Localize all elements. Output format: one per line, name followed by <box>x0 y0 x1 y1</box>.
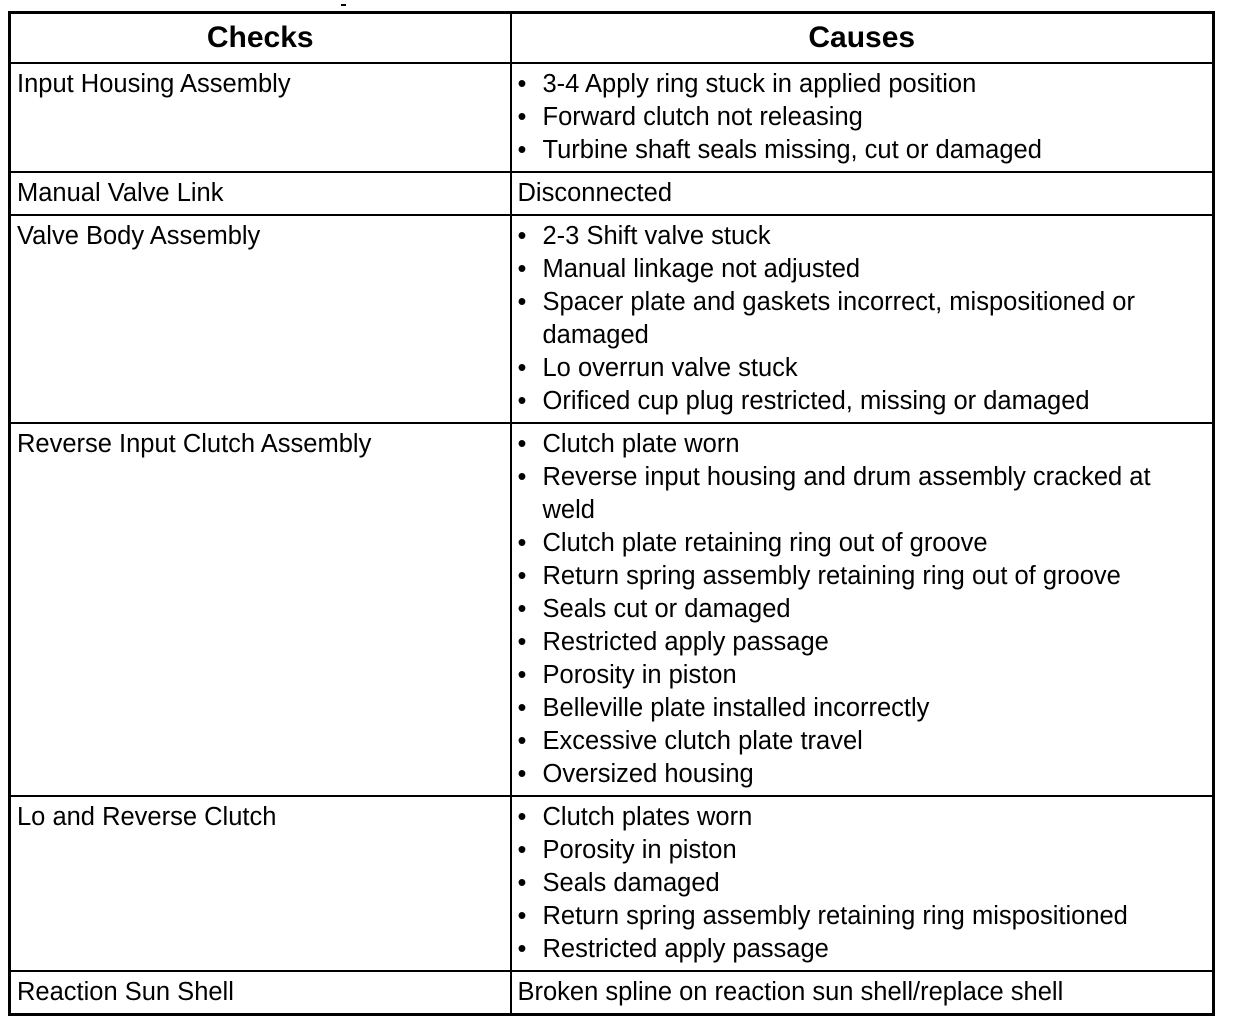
cause-item: • Manual linkage not adjusted <box>518 253 1207 286</box>
cause-item: • Belleville plate installed incorrectly <box>518 692 1207 725</box>
cause-item: • Reverse input housing and drum assembly cracked at weld <box>518 461 1207 527</box>
cause-item: • Excessive clutch plate travel <box>518 725 1207 758</box>
table-row <box>10 971 1214 1015</box>
header-causes: Causes <box>511 13 1214 64</box>
cause-item: • Porosity in piston <box>518 834 1207 867</box>
cause-item: • Porosity in piston <box>518 659 1207 692</box>
check-cell: Reaction Sun Shell <box>10 971 511 1015</box>
table-row <box>10 172 1214 215</box>
cause-cell: Disconnected <box>511 172 1214 215</box>
causes-cell <box>511 63 1214 172</box>
cause-item: • Restricted apply passage <box>518 626 1207 659</box>
check-cell: Reverse Input Clutch Assembly <box>10 423 511 796</box>
table-row <box>10 63 1214 172</box>
cause-item: • 3-4 Apply ring stuck in applied position <box>518 68 1207 101</box>
cause-item: • Clutch plates worn <box>518 801 1207 834</box>
cause-item: • Clutch plate worn <box>518 428 1207 461</box>
cause-item: • Restricted apply passage <box>518 933 1207 966</box>
check-cell: Input Housing Assembly <box>10 63 511 172</box>
check-cell: Lo and Reverse Clutch <box>10 796 511 971</box>
causes-cell <box>511 215 1214 423</box>
top-tick-mark <box>341 4 346 6</box>
checks-causes-table <box>8 11 1215 1016</box>
cause-item: • Return spring assembly retaining ring out of groove <box>518 560 1207 593</box>
cause-item: • Return spring assembly retaining ring mispositioned <box>518 900 1207 933</box>
cause-item: • Oversized housing <box>518 758 1207 791</box>
causes-list <box>518 68 1207 167</box>
table-row <box>10 796 1214 971</box>
cause-item: • Orificed cup plug restricted, missing or damaged <box>518 385 1207 418</box>
cause-item: • Lo overrun valve stuck <box>518 352 1207 385</box>
cause-cell: Broken spline on reaction sun shell/replace shell <box>511 971 1214 1015</box>
check-cell: Valve Body Assembly <box>10 215 511 423</box>
cause-item: • Clutch plate retaining ring out of groove <box>518 527 1207 560</box>
cause-item: • Spacer plate and gaskets incorrect, mispositioned or damaged <box>518 286 1207 352</box>
causes-cell <box>511 796 1214 971</box>
cause-item: • 2-3 Shift valve stuck <box>518 220 1207 253</box>
header-checks: Checks <box>10 13 511 64</box>
table-row <box>10 215 1214 423</box>
cause-item: • Seals damaged <box>518 867 1207 900</box>
cause-item: • Seals cut or damaged <box>518 593 1207 626</box>
causes-cell <box>511 423 1214 796</box>
header-row <box>10 13 1214 64</box>
causes-list <box>518 428 1207 791</box>
causes-list <box>518 220 1207 418</box>
causes-list <box>518 801 1207 966</box>
cause-item: • Turbine shaft seals missing, cut or damaged <box>518 134 1207 167</box>
cause-item: • Forward clutch not releasing <box>518 101 1207 134</box>
check-cell: Manual Valve Link <box>10 172 511 215</box>
table-row <box>10 423 1214 796</box>
